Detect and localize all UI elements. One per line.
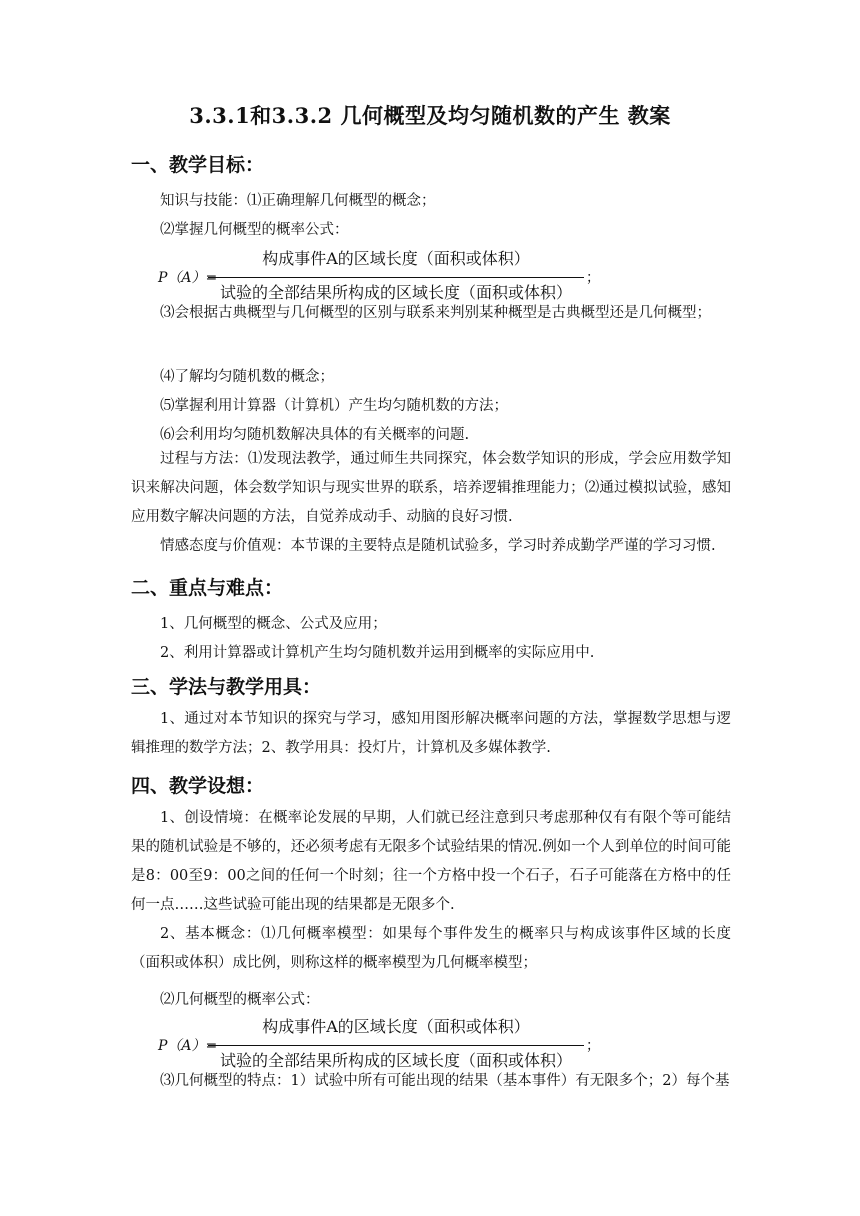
fraction-bar [208,277,584,278]
goal-line-1: 知识与技能：⑴正确理解几何概型的概念； [160,193,436,209]
fraction-bar [208,1045,584,1046]
document-title: 3.3.1和3.3.2 几何概型及均匀随机数的产生 教案 [189,103,671,128]
design-paragraph-2: 2、基本概念：⑴几何概率模型：如果每个事件发生的概率只与构成该事件区域的长度（面积或体积）成比例，则称这样的概率模型为几何概率模型； [131,926,731,971]
formula-numerator: 构成事件A的区域长度（面积或体积） [262,249,530,268]
process-paragraph: 过程与方法：⑴发现法教学，通过师生共同探究，体会数学知识的形成，学会应用数学知识来解决问题，体会数学知识与现实世界的联系，培养逻辑推理能力；⑵通过模拟试验，感知应用数字解决问题的方法，自觉养成动手、动脑的良好习惯. [131,451,731,525]
goal-line-5: ⑸掌握利用计算器（计算机）产生均匀随机数的方法； [160,398,508,414]
goal-line-6: ⑹会利用均匀随机数解决具体的有关概率的问题. [160,427,470,443]
formula-semicolon: ； [586,270,600,286]
formula-lhs: P（A）= [158,270,218,286]
goal-line-4: ⑷了解均匀随机数的概念； [160,369,334,385]
formula-numerator: 构成事件A的区域长度（面积或体积） [262,1017,530,1036]
design-paragraph-4: ⑶几何概型的特点：1）试验中所有可能出现的结果（基本事件）有无限多个；2）每个基 [160,1073,730,1089]
emotion-paragraph: 情感态度与价值观：本节课的主要特点是随机试验多，学习时养成勤学严谨的学习习惯. [160,538,716,554]
key-point-1: 1、几何概型的概念、公式及应用； [160,616,387,632]
formula-lhs: P（A）= [158,1038,218,1054]
formula-denominator: 试验的全部结果所构成的区域长度（面积或体积） [219,283,572,302]
methods-paragraph: 1、通过对本节知识的探究与学习，感知用图形解决概率问题的方法，掌握数学思想与逻辑推理的数学方法；2、教学用具：投灯片，计算机及多媒体教学. [131,711,731,756]
formula-denominator: 试验的全部结果所构成的区域长度（面积或体积） [219,1051,572,1070]
design-paragraph-1: 1、创设情境：在概率论发展的早期，人们就已经注意到只考虑那种仅有有限个等可能结果的随机试验是不够的，还必须考虑有无限多个试验结果的情况.例如一个人到单位的时间可能是8：00至9：00之间的任何一个时刻；往一个方格中投一个石子，石子可能落在方格中的任何一点……这些试验可能出现的结果都是无限多个. [131,810,731,913]
section-heading-key-points: 二、重点与难点： [131,577,284,599]
key-point-2: 2、利用计算器或计算机产生均匀随机数并运用到概率的实际应用中. [160,645,595,661]
section-heading-methods: 三、学法与教学用具： [131,676,322,698]
goal-line-3: ⑶会根据古典概型与几何概型的区别与联系来判别某种概型是古典概型还是几何概型； [160,305,711,321]
section-heading-goals: 一、教学目标： [131,154,265,176]
design-line-3: ⑵几何概型的概率公式： [160,992,320,1008]
goal-line-2: ⑵掌握几何概型的概率公式： [160,222,349,238]
section-heading-design: 四、教学设想： [131,775,265,797]
formula-semicolon: ； [586,1038,600,1054]
